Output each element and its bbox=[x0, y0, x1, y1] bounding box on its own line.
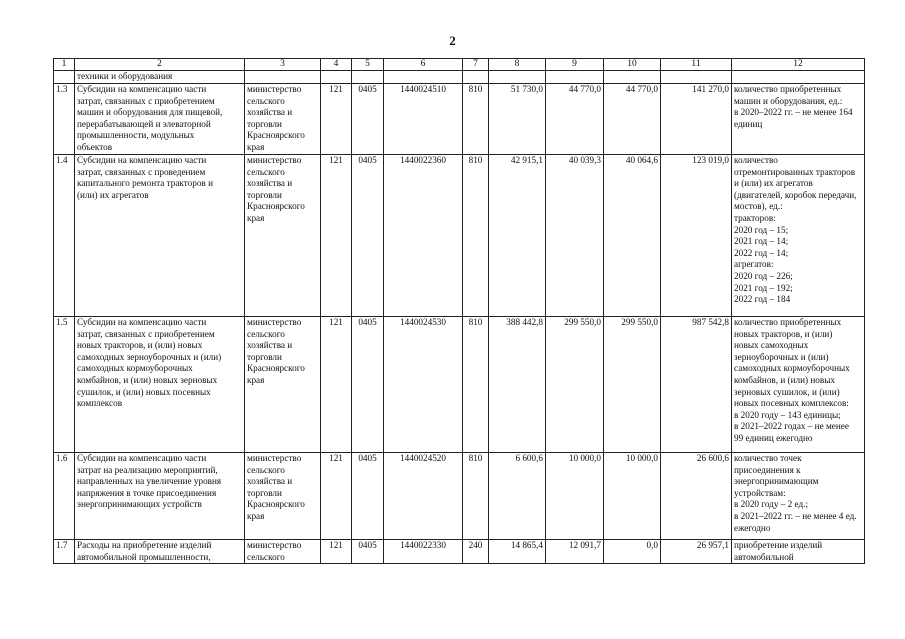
row-number: 1.5 bbox=[54, 317, 75, 453]
executor: министерство сельского хозяйства и торговли Красноярского края bbox=[245, 453, 321, 540]
column-number: 5 bbox=[352, 59, 384, 71]
column-number: 1 bbox=[54, 59, 75, 71]
executor: министерство сельского хозяйства и торговли Красноярского края bbox=[245, 155, 321, 317]
amount-total: 26 957,1 bbox=[661, 540, 732, 564]
column-number: 4 bbox=[321, 59, 352, 71]
grbs-code: 121 bbox=[321, 84, 352, 155]
csr-code: 1440024530 bbox=[384, 317, 463, 453]
table-row bbox=[54, 540, 865, 564]
grbs-code: 121 bbox=[321, 155, 352, 317]
amount-total: 26 600,6 bbox=[661, 453, 732, 540]
amount-2022: 10 000,0 bbox=[604, 453, 661, 540]
amount-2020: 51 730,0 bbox=[489, 84, 546, 155]
csr-code: 1440024520 bbox=[384, 453, 463, 540]
grbs-code: 121 bbox=[321, 453, 352, 540]
row-number: 1.7 bbox=[54, 540, 75, 564]
csr-code: 1440022360 bbox=[384, 155, 463, 317]
amount-2022: 40 064,6 bbox=[604, 155, 661, 317]
executor: министерство сельского bbox=[245, 540, 321, 564]
measure-name: Расходы на приобретение изделий автомобильной промышленности, bbox=[75, 540, 245, 564]
csr-code: 1440022330 bbox=[384, 540, 463, 564]
amount-2021: 44 770,0 bbox=[546, 84, 604, 155]
amount-total: 141 270,0 bbox=[661, 84, 732, 155]
continuation-row bbox=[54, 71, 865, 84]
grbs-code: 121 bbox=[321, 540, 352, 564]
row-number: 1.6 bbox=[54, 453, 75, 540]
column-number: 10 bbox=[604, 59, 661, 71]
measure-name: Субсидии на компенсацию части затрат на реализацию мероприятий, направленных на увеличение уровня напряжения в точке присоединения энергопринимающих устройств bbox=[75, 453, 245, 540]
budget-table bbox=[53, 58, 865, 564]
column-number: 7 bbox=[463, 59, 489, 71]
row-number: 1.4 bbox=[54, 155, 75, 317]
rzpr-code: 0405 bbox=[352, 453, 384, 540]
column-number: 6 bbox=[384, 59, 463, 71]
measure-name: Субсидии на компенсацию части затрат, связанных с проведением капитального ремонта тракторов и (или) их агрегатов bbox=[75, 155, 245, 317]
amount-2021: 12 091,7 bbox=[546, 540, 604, 564]
amount-2022: 0,0 bbox=[604, 540, 661, 564]
page-number: 2 bbox=[449, 33, 456, 48]
amount-total: 987 542,8 bbox=[661, 317, 732, 453]
executor: министерство сельского хозяйства и торговли Красноярского края bbox=[245, 84, 321, 155]
column-number: 12 bbox=[732, 59, 865, 71]
amount-2020: 6 600,6 bbox=[489, 453, 546, 540]
vr-code: 810 bbox=[463, 317, 489, 453]
table-row bbox=[54, 84, 865, 155]
expected-result: количество отремонтированных тракторов и (или) их агрегатов (двигателей, коробок передачи, мостов), ед.: тракторов: 2020 год – 15; 2021 год – 14; 2022 год – 14; агрегатов: 2020 год – 226; 2021 год – 192; 2022 год – 184 bbox=[732, 155, 865, 317]
column-number: 3 bbox=[245, 59, 321, 71]
amount-2020: 14 865,4 bbox=[489, 540, 546, 564]
expected-result: количество приобретенных машин и оборудования, ед.: в 2020–2022 гг. – не менее 164 единиц bbox=[732, 84, 865, 155]
rzpr-code: 0405 bbox=[352, 155, 384, 317]
amount-2021: 299 550,0 bbox=[546, 317, 604, 453]
expected-result: количество точек присоединения к энергопринимающим устройствам: в 2020 году – 2 ед.; в 2021–2022 гг. – не менее 4 ед. ежегодно bbox=[732, 453, 865, 540]
amount-2021: 40 039,3 bbox=[546, 155, 604, 317]
grbs-code: 121 bbox=[321, 317, 352, 453]
row-number: 1.3 bbox=[54, 84, 75, 155]
column-number-row bbox=[54, 59, 865, 71]
amount-2021: 10 000,0 bbox=[546, 453, 604, 540]
column-number: 8 bbox=[489, 59, 546, 71]
continuation-name: техники и оборудования bbox=[75, 71, 245, 84]
table-row bbox=[54, 155, 865, 317]
csr-code: 1440024510 bbox=[384, 84, 463, 155]
vr-code: 810 bbox=[463, 84, 489, 155]
vr-code: 810 bbox=[463, 155, 489, 317]
expected-result: количество приобретенных новых тракторов, и (или) новых самоходных зерноуборочных и (или) самоходных кормоуборочных комбайнов, и (или) новых зерновых сушилок, и (или) новых посевных комплексов: в 2020 году – 143 единицы; в 2021–2022 годах – не менее 99 единиц ежегодно bbox=[732, 317, 865, 453]
amount-2022: 44 770,0 bbox=[604, 84, 661, 155]
table-row bbox=[54, 317, 865, 453]
column-number: 2 bbox=[75, 59, 245, 71]
amount-total: 123 019,0 bbox=[661, 155, 732, 317]
rzpr-code: 0405 bbox=[352, 84, 384, 155]
table-row bbox=[54, 453, 865, 540]
amount-2020: 42 915,1 bbox=[489, 155, 546, 317]
rzpr-code: 0405 bbox=[352, 317, 384, 453]
rzpr-code: 0405 bbox=[352, 540, 384, 564]
vr-code: 240 bbox=[463, 540, 489, 564]
measure-name: Субсидии на компенсацию части затрат, связанных с приобретением машин и оборудования для пищевой, перерабатывающей и элеваторной промышленности, модульных объектов bbox=[75, 84, 245, 155]
amount-2022: 299 550,0 bbox=[604, 317, 661, 453]
executor: министерство сельского хозяйства и торговли Красноярского края bbox=[245, 317, 321, 453]
column-number: 9 bbox=[546, 59, 604, 71]
measure-name: Субсидии на компенсацию части затрат, связанных с приобретением новых тракторов, и (или) новых самоходных зерноуборочных и (или) самоходных кормоуборочных комбайнов, и (или) новых зерновых сушилок, и (или) новых посевных комплексов bbox=[75, 317, 245, 453]
expected-result: приобретение изделий автомобильной bbox=[732, 540, 865, 564]
amount-2020: 388 442,8 bbox=[489, 317, 546, 453]
column-number: 11 bbox=[661, 59, 732, 71]
vr-code: 810 bbox=[463, 453, 489, 540]
